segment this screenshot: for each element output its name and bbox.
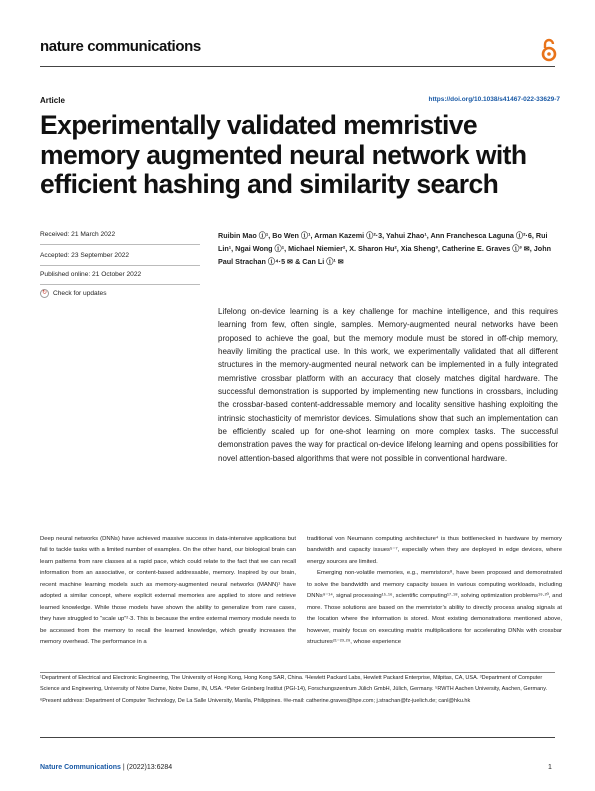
published-date: Published online: 21 October 2022 <box>40 271 142 278</box>
abstract: Lifelong on-device learning is a key challenge for machine intelligence, and this requires learning from few, often single, samples. Memory-augmented neural networks have been proposed to achieve the goal, but the memory module must be stored in off-chip memory, heavily limiting the practical use. In this work, we experimentally validated that all different structures in the memory-augmented neural network can be implemented in a fully integrated memristive crossbar platform with an accuracy that closely matches digital hardware. The successful demonstration is supported by implementing new functions in crossbars, including the crossbar-based content-addressable memory and locality sensitive hashing exploiting the intrinsic stochasticity of memristor devices. Simulations show that such an implementation can be efficiently scaled up for one-shot learning on more complex tasks. The successful demonstration paves the way for practical on-device lifelong learning and opens possibilities for novel attention-based algorithms that were not possible in conventional hardware. <box>218 307 558 463</box>
article-type-label: Article <box>40 96 65 105</box>
journal-name: nature communications <box>40 38 201 55</box>
body-paragraph: Emerging non-volatile memories, e.g., memristors⁸, have been proposed and demonstrated to solve the bandwidth and memory capacity issues in various computing workloads, including DNNs⁹⁻¹⁴, signal processing¹⁵·¹⁶, scientific computing¹⁷·¹⁸, solving optimization problems¹⁹·²⁰, and more. Those solutions are based on the memristor’s ability to directly process analog signals at the location where the information is stored. Most existing demonstrations mentioned above, however, mainly focus on executing matrix multiplications for accelerating DNNs with crossbar structures²¹⁻²³·²⁹, whose experience <box>307 570 562 646</box>
open-access-icon <box>541 38 557 62</box>
footer-journal: Nature Communications <box>40 764 121 771</box>
check-for-updates-button[interactable] <box>40 289 107 298</box>
footer-rule <box>40 737 555 738</box>
check-for-updates-label: Check for updates <box>53 290 107 297</box>
affiliations: ¹Department of Electrical and Electronic Engineering, The University of Hong Kong, Hong Kong SAR, China. ²Hewlett Packard Labs, Hewlett Packard Enterprise, Milpitas, CA, USA. ³Department of Computer Science and Engineering, University of Notre Dame, Notre Dame, IN, USA. ⁴Peter Grünberg Institut (PGI-14), Forschungszentrum Jülich GmbH, Jülich, Germany. ⁵RWTH Aachen University, Aachen, Germany. ⁶Present address: Department of Computer Technology, De La Salle University, Manila, Philippines. ✉e-mail: catherine.graves@hpe.com; j.strachan@fz-juelich.de; canl@hku.hk <box>40 675 548 704</box>
article-title: Experimentally validated memristive memory augmented neural network with efficient hashing and similarity search <box>40 110 527 199</box>
footer-citation <box>40 764 172 771</box>
accepted-date: Accepted: 23 September 2022 <box>40 252 130 259</box>
update-check-icon: ↻ <box>41 290 48 296</box>
body-column-left: Deep neural networks (DNNs) have achieved massive success in data-intensive applications but fail to tackle tasks with a limited number of examples. On the other hand, our biological brain can learn patterns from rare classes at a rapid pace, which could relate to the fact that we can recall information from an associative, or content-based addressable, memory. Inspired by our brain, recent machine learning models such as memory-augmented neural networks (MANN)¹ have adopted a similar concept, where explicit external memories are applied to store and retrieve learned knowledge. While those models have shown the ability to generalize from rare cases, they have struggled to “scale up”²·3. This is because the entire external memory module needs to be accessed from the memory to recall the learned knowledge, which greatly increases the memory overhead. The performance in a <box>40 536 296 646</box>
footer-volume: | (2022)13:6284 <box>120 764 173 771</box>
body-column-right <box>307 534 562 649</box>
author-list: Ruibin Mao ⓘ¹, Bo Wen ⓘ¹, Arman Kazemi ⓘ²·3, Yahui Zhao¹, Ann Franchesca Laguna ⓘ²·6, Rui Lin¹, Ngai Wong ⓘ¹, Michael Niemier², X. Sharon Hu², Xia Sheng³, Catherine E. Graves ⓘ³ ✉, John Paul Strachan ⓘ⁴·5 ✉ & Can Li ⓘ¹ ✉ <box>218 231 551 266</box>
meta-divider <box>40 265 200 266</box>
doi-link[interactable]: https://doi.org/10.1038/s41467-022-33629-7 <box>428 96 560 103</box>
meta-divider <box>40 284 200 285</box>
page-number: 1 <box>548 764 552 771</box>
meta-divider <box>40 244 200 245</box>
received-date: Received: 21 March 2022 <box>40 231 116 238</box>
header-rule <box>40 66 555 67</box>
body-paragraph: traditional von Neumann computing architecture⁴ is thus bottlenecked in hardware by memory bandwidth and capacity issues⁵⁻⁷, especially when they are deployed in edge devices, where energy sources are limited. <box>307 536 562 565</box>
